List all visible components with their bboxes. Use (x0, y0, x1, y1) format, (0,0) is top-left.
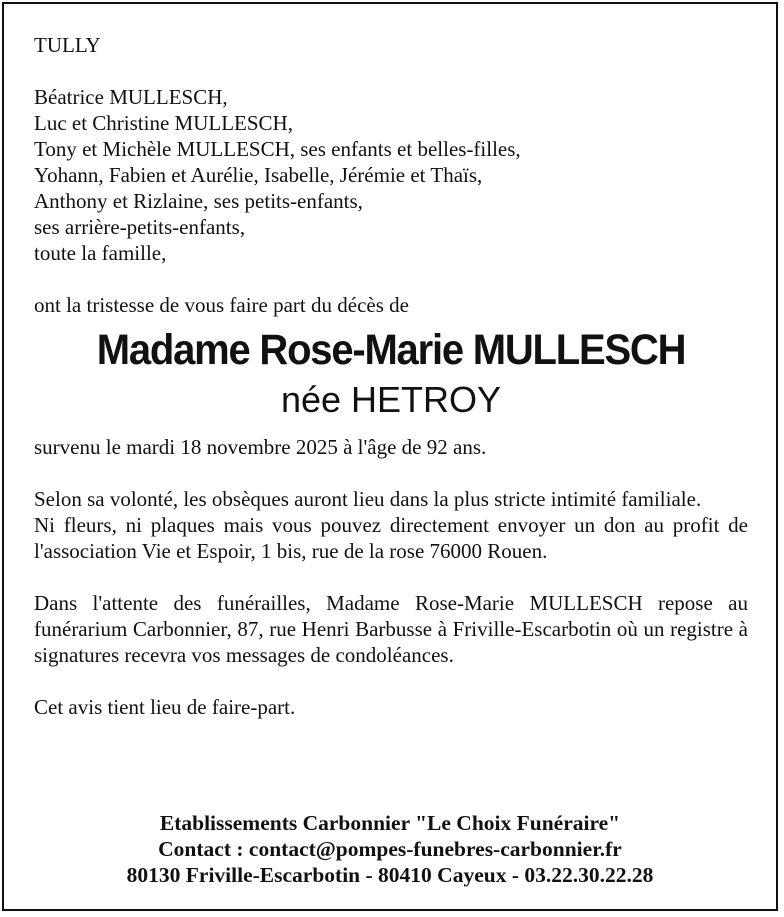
family-member-line: Béatrice MULLESCH, (34, 85, 228, 109)
funeral-home-footer (4, 810, 776, 888)
family-list (34, 84, 748, 266)
funeral-home-name: Etablissements Carbonnier "Le Choix Funéraire" (159, 811, 621, 835)
maiden-name: née HETROY (280, 379, 502, 420)
deceased-name: Madame Rose-Marie MULLESCH (96, 326, 686, 374)
family-member-line: toute la famille, (34, 241, 167, 265)
family-member-line: Tony et Michèle MULLESCH, ses enfants et belles-filles, (34, 137, 521, 161)
family-member-line: Anthony et Rizlaine, ses petits-enfants, (34, 189, 363, 213)
obituary-notice (2, 2, 778, 911)
funeral-home-contact: Contact : contact@pompes-funebres-carbonnier.fr (158, 837, 622, 861)
repose-info: Dans l'attente des funérailles, Madame Rose-Marie MULLESCH repose au funérarium Carbonnier, 87, rue Henri Barbusse à Friville-Escarbotin où un registre à signatures recevra vos messages de condoléances. (34, 591, 748, 667)
death-info: survenu le mardi 18 novembre 2025 à l'âge de 92 ans. (34, 435, 487, 459)
family-member-line: Luc et Christine MULLESCH, (34, 111, 293, 135)
donation-note: Ni fleurs, ni plaques mais vous pouvez directement envoyer un don au profit de l'association Vie et Espoir, 1 bis, rue de la rose 76000 Rouen. (34, 513, 748, 563)
family-member-line: ses arrière-petits-enfants, (34, 215, 246, 239)
announcement-intro: ont la tristesse de vous faire part du décès de (34, 293, 409, 317)
notice-body (34, 32, 748, 720)
funeral-home-address: 80130 Friville-Escarbotin - 80410 Cayeux - 03.22.30.22.28 (126, 863, 654, 887)
closing-note: Cet avis tient lieu de faire-part. (34, 695, 296, 719)
family-member-line: Yohann, Fabien et Aurélie, Isabelle, Jérémie et Thaïs, (34, 163, 483, 187)
funeral-wish: Selon sa volonté, les obsèques auront lieu dans la plus stricte intimité familiale. (34, 487, 702, 511)
place-name: TULLY (34, 33, 101, 57)
